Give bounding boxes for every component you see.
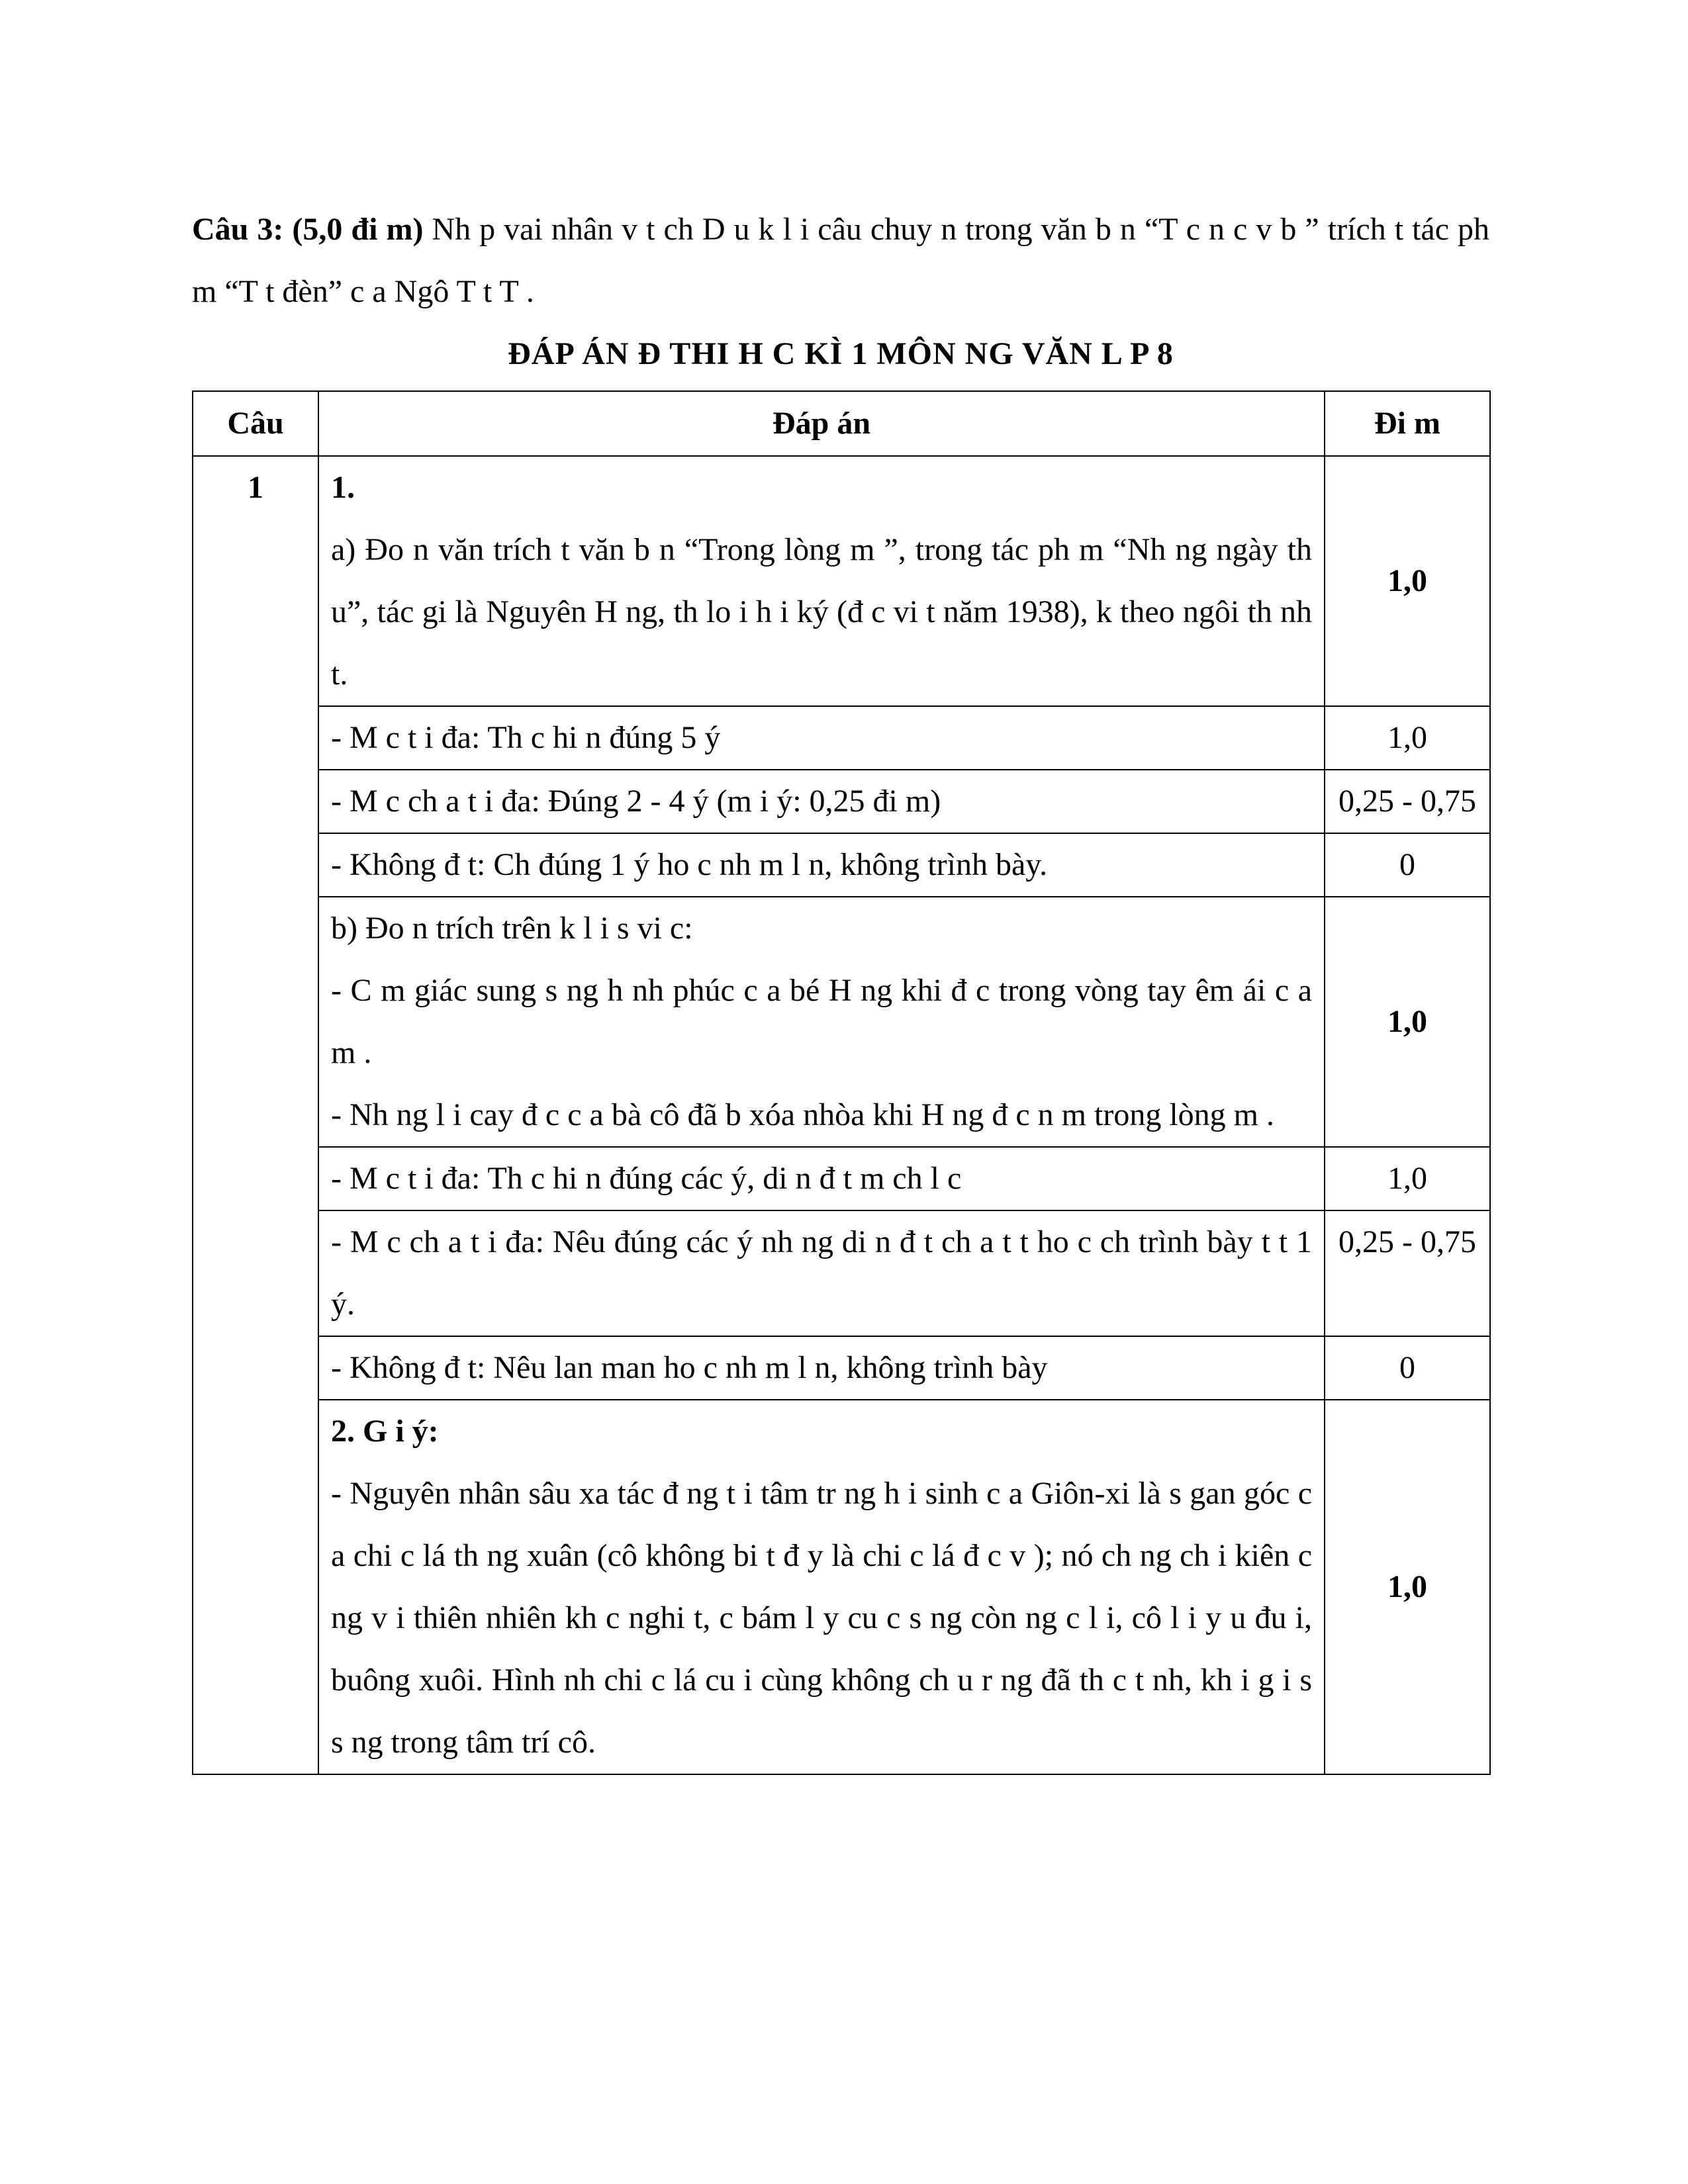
score-cell: 0,25 - 0,75 xyxy=(1325,1210,1490,1336)
score-cell xyxy=(1325,770,1490,833)
header-row xyxy=(193,391,1490,456)
answer-cell xyxy=(318,706,1325,770)
answer-key-title: ĐÁP ÁN Đ THI H C KÌ 1 MÔN NG VĂN L P 8 xyxy=(508,336,1174,371)
score-cell: 1,0 xyxy=(1325,1400,1490,1774)
score-cell: 1,0 xyxy=(1325,1147,1490,1210)
question-3-points: (5,0 đi m) xyxy=(292,212,424,247)
header-cau: Câu xyxy=(193,391,318,456)
answer-cell xyxy=(318,833,1325,897)
answer-line: - Nh ng l i cay đ c c a bà cô đã b xóa nhòa khi H ng đ c n m trong lòng m . xyxy=(331,1097,1274,1132)
answer-line: - M c ch a t i đa: Đúng 2 - 4 ý (m i ý: 0,25 đi m) xyxy=(331,784,941,819)
answer-line: - M c ch a t i đa: Nêu đúng các ý nh ng di n đ t ch a t t ho c ch trình bày t t 1 ý. xyxy=(331,1224,1312,1322)
answer-cell xyxy=(318,1336,1325,1400)
answer-cell xyxy=(318,897,1325,1147)
answer-line: - Không đ t: Nêu lan man ho c nh m l n, không trình bày xyxy=(331,1350,1048,1385)
answer-line: - Nguyên nhân sâu xa tác đ ng t i tâm tr ng h i sinh c a Giôn-xi là s gan góc c a chi c lá th ng xuân (cô không bi t đ y là chi c lá đ c v ); nó ch ng ch i kiên c ng v i thiên nhiên kh c nghi t, c bám l y cu c s ng còn ng c l i, cô l i y u đu i, buông xuôi. Hình nh chi c lá cu i cùng không ch u r ng đã th c t nh, kh i g i s s ng trong tâm trí cô. xyxy=(331,1476,1312,1760)
score-cell: 1,0 xyxy=(1325,456,1490,706)
answer-line: - M c t i đa: Th c hi n đúng 5 ý xyxy=(331,720,721,755)
answer-table xyxy=(192,390,1491,1775)
answer-line: - Không đ t: Ch đúng 1 ý ho c nh m l n, không trình bày. xyxy=(331,847,1048,882)
answer-line: 2. G i ý: xyxy=(331,1414,439,1449)
table-row xyxy=(193,456,1490,706)
answer-line: - C m giác sung s ng h nh phúc c a bé H ng khi đ c trong vòng tay êm ái c a m . xyxy=(331,973,1312,1070)
question-3-text: Nh p vai nhân v t ch D u k l i câu chuy n trong văn b n “T c n c v b ” trích t tác ph m “T t đèn” c a Ngô T t T . xyxy=(192,212,1490,309)
score-value: 0,25 - 0,75 xyxy=(1338,784,1476,819)
cau-number: 1 xyxy=(193,456,318,1774)
score-cell: 1,0 xyxy=(1325,706,1490,770)
table-row xyxy=(193,770,1490,833)
answer-cell xyxy=(318,1210,1325,1336)
answer-line: b) Đo n trích trên k l i s vi c: xyxy=(331,911,693,946)
table-row xyxy=(193,833,1490,897)
table-row xyxy=(193,1400,1490,1774)
question-3 xyxy=(192,199,1489,323)
answer-cell xyxy=(318,770,1325,833)
table-row xyxy=(193,1336,1490,1400)
answer-line: - M c t i đa: Th c hi n đúng các ý, di n đ t m ch l c xyxy=(331,1161,962,1196)
answer-cell xyxy=(318,1147,1325,1210)
table-row xyxy=(193,1147,1490,1210)
score-cell: 0 xyxy=(1325,1336,1490,1400)
table-row xyxy=(193,706,1490,770)
table-row xyxy=(193,1210,1490,1336)
question-3-label: Câu 3: xyxy=(192,212,284,247)
table-row xyxy=(193,897,1490,1147)
header-dap-an: Đáp án xyxy=(318,391,1325,456)
answer-line: a) Đo n văn trích t văn b n “Trong lòng m ”, trong tác ph m “Nh ng ngày th u”, tác gi là Nguyên H ng, th lo i h i ký (đ c vi t năm 1938), k theo ngôi th nh t. xyxy=(331,532,1312,692)
answer-cell xyxy=(318,1400,1325,1774)
header-diem: Đi m xyxy=(1325,391,1490,456)
score-cell: 0 xyxy=(1325,833,1490,897)
answer-cell xyxy=(318,456,1325,706)
answer-line: 1. xyxy=(331,470,355,505)
score-cell: 1,0 xyxy=(1325,897,1490,1147)
